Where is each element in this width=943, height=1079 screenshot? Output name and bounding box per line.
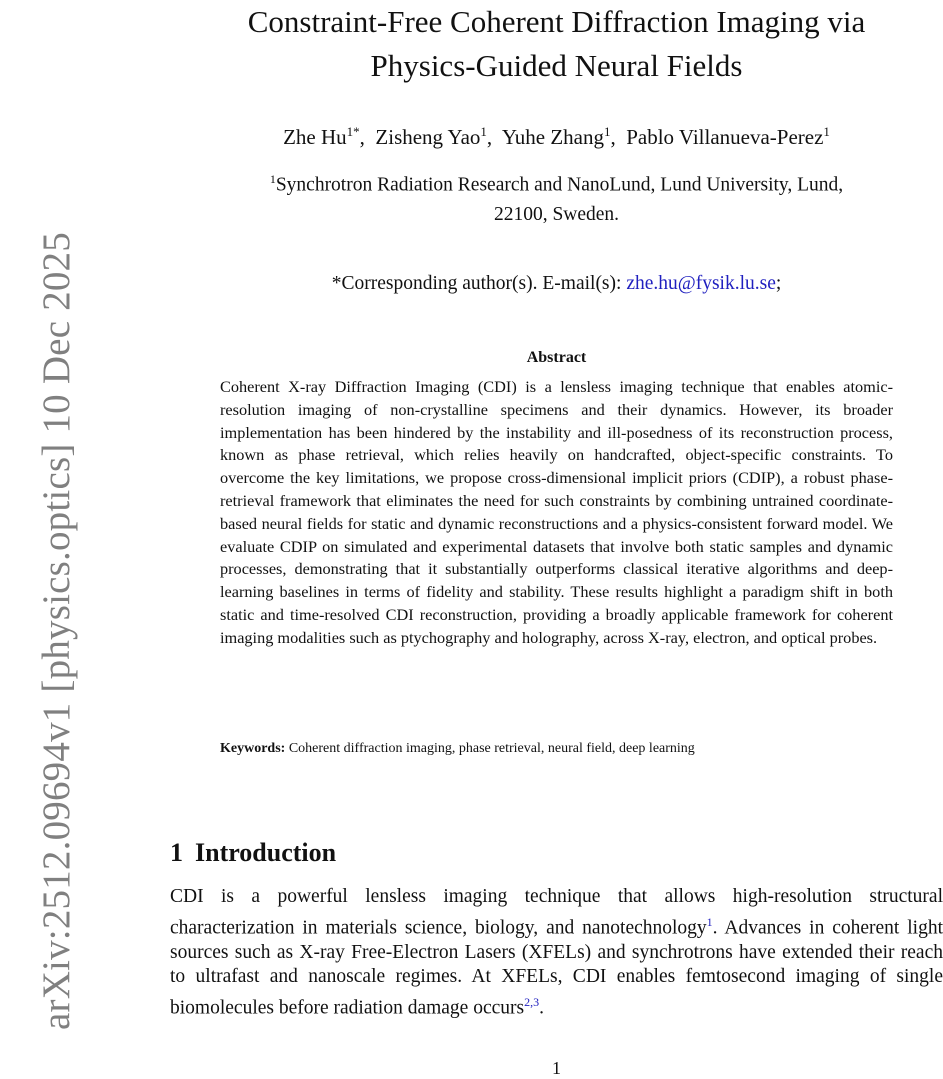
abstract-heading: Abstract — [526, 349, 587, 366]
keywords-text: Coherent diffraction imaging, phase retrieval, neural field, deep learning — [285, 741, 695, 756]
title-line-1: Constraint-Free Coherent Diffraction Imaging via — [247, 4, 866, 39]
corresponding-author: *Corresponding author(s). E-mail(s): zhe.hu@fysik.lu.se; — [331, 273, 782, 294]
author: Yuhe Zhang$^1$ — [501, 124, 611, 149]
keywords — [220, 739, 900, 759]
title-line-2: Physics-Guided Neural Fields — [370, 48, 743, 83]
keywords-label: Keywords: — [220, 741, 286, 756]
section-title: Introduction — [195, 838, 337, 867]
paper-title — [170, 0, 943, 88]
affiliation: $^1$Synchrotron Radiation Research and NanoLund, Lund University, Lund, 22100, Sweden. — [269, 172, 844, 225]
citation-link[interactable]: 1 — [706, 914, 713, 929]
email-link[interactable]: zhe.hu@fysik.lu.se — [626, 273, 776, 294]
section-number: 1 — [170, 838, 183, 867]
author: Zisheng Yao$^1$ — [375, 124, 487, 149]
arxiv-sidebar — [0, 0, 78, 1076]
abstract-text: Coherent X-ray Diffraction Imaging (CDI) is a lensless imaging technique that enables atomic-resolution imaging of non-crystalline specimens and their dynamics. However, its broader implementation has been hindered by the instability and ill-posedness of its reconstruction process, known as phase retrieval, which relies heavily on handcrafted, object-specific constraints. To overcome the key limitations, we propose cross-dimensional implicit priors (CDIP), a robust phase-retrieval framework that eliminates the need for such constraints by combining untrained coordinate-based neural fields for static and dynamic reconstructions and a physics-consistent forward model. We evaluate CDIP on simulated and experimental datasets that involve both static samples and dynamic processes, demonstrating that it substantially outperforms classical iterative algorithms and deep-learning baselines in terms of fidelity and stability. These results highlight a paradigm shift in both static and time-resolved CDI reconstruction, providing a broadly applicable framework for coherent imaging modalities such as ptychography and holography, across X-ray, electron, and optical probes. — [220, 377, 893, 647]
arxiv-stamp: arXiv:2512.09694v1 [physics.optics] 10 Dec 2025 — [35, 232, 78, 1030]
section-heading-introduction — [170, 836, 336, 870]
author: Zhe $Hu^{1*}$ — [283, 124, 360, 149]
introduction-paragraph: CDI is a powerful lensless imaging technique that allows high-resolution structural characterization in materials science, biology, and nanotechnology$^1$. Advances in coherent light sources such as X-ray Free-Electron Lasers (XFELs) and synchrotrons have extended their reach to ultrafast and nanoscale regimes. At XFELs, CDI enables femtosecond imaging of single biomolecules before radiation damage occurs$^{2,3}$. — [170, 886, 943, 1019]
author-list: Zhe $Hu^{1*}$, Zisheng Yao$^1$, Yuhe Zhang$^1$, Pablo Villanueva-Perez$^1$ — [283, 124, 830, 149]
citation-link[interactable]: 2,3 — [524, 994, 540, 1009]
page-number: 1 — [552, 1058, 561, 1078]
author: Pablo Villanueva-Perez$^1$ — [626, 124, 830, 149]
